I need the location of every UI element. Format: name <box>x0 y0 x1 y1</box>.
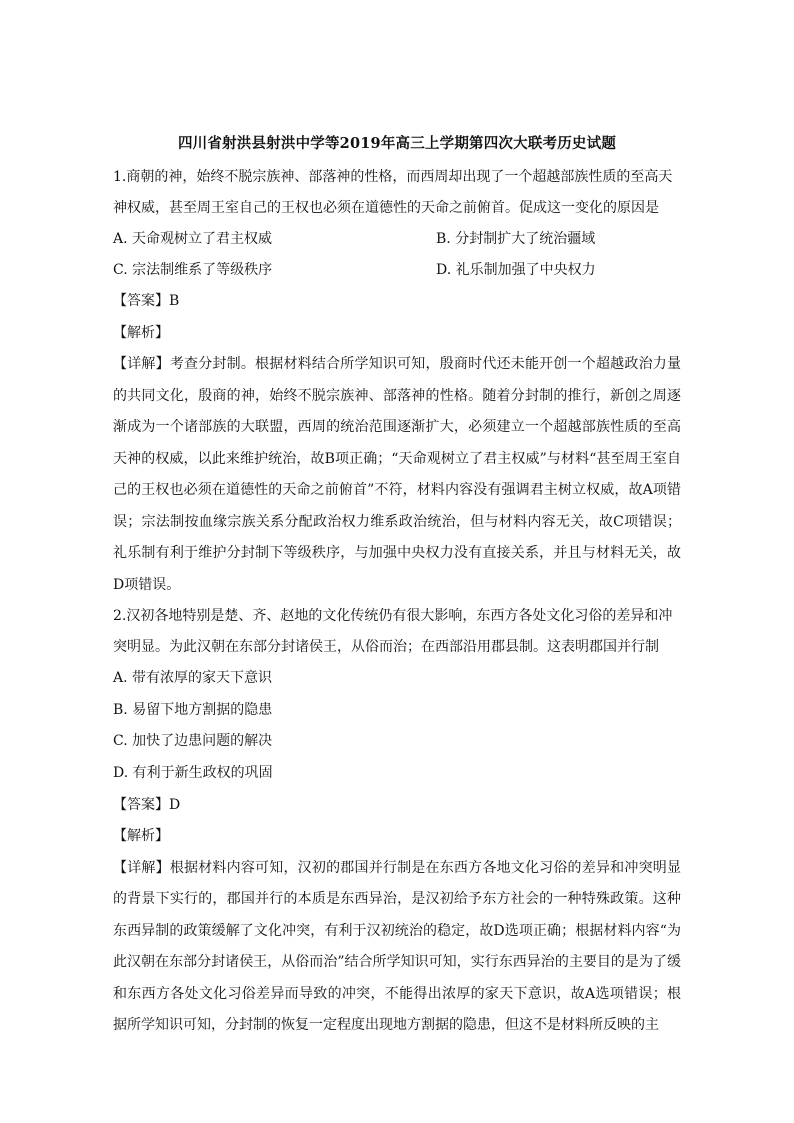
q2-stem-line-1: 2.汉初各地特别是楚、齐、赵地的文化传统仍有很大影响，东西方各处文化习俗的差异和冲 <box>113 608 673 625</box>
q2-answer: 【答案】D <box>113 796 181 813</box>
q2-option-c: C. 加快了边患问题的解决 <box>113 733 273 750</box>
q1-option-d: D. 礼乐制加强了中央权力 <box>436 262 596 278</box>
question-2 <box>113 601 681 1042</box>
q2-option-a: A. 带有浓厚的家天下意识 <box>113 670 273 687</box>
q2-option-b: B. 易留下地方割据的隐患 <box>113 701 273 718</box>
page-title: 四川省射洪县射洪中学等2019年高三上学期第四次大联考历史试题 <box>177 135 617 152</box>
q1-stem-line-2: 神权威，甚至周王室自己的王权也必须在道德性的天命之前俯首。促成这一变化的原因是 <box>113 200 659 216</box>
q1-option-a: A. 天命观树立了君主权威 <box>113 231 273 247</box>
document-page <box>113 132 681 1042</box>
q2-stem-line-2: 突明显。为此汉朝在东部分封诸侯王，从俗而治；在西部沿用郡县制。这表明郡国并行制 <box>113 639 659 656</box>
question-1 <box>113 162 681 601</box>
q1-detail: 【详解】考查分封制。根据材料结合所学知识可知，殷商时代还未能开创一个超越政治力量的共同文化，殷商的神，始终不脱宗族神、部落神的性格。随着分封制的推行，新创之周逐渐成为一个诸部族的大联盟，西周的统治范围逐渐扩大，必须建立一个超越部族性质的至高天神的权威，以此来维护统治，故B项正确；“天命观树立了君主权威”与材料“甚至周王室自己的王权也必须在道德性的天命之前俯首”不符，材料内容没有强调君主树立权威，故A项错误；宗法制按血缘宗族关系分配政治权力维系政治统治，但与材料内容无关，故C项错误；礼乐制有利于维护分封制下等级秩序，与加强中央权力没有直接关系，并且与材料无关，故D项错误。 <box>113 356 681 593</box>
q2-option-d: D. 有利于新生政权的巩固 <box>113 764 273 781</box>
q1-option-b: B. 分封制扩大了统治疆域 <box>436 231 596 247</box>
q1-options-row-1 <box>113 224 681 255</box>
q1-options-row-2 <box>113 255 681 286</box>
q1-option-c: C. 宗法制维系了等级秩序 <box>113 262 273 278</box>
q2-detail: 【详解】根据材料内容可知，汉初的郡国并行制是在东西方各地文化习俗的差异和冲突明显的背景下实行的，郡国并行的本质是东西异治，是汉初给予东方社会的一种特殊政策。这种东西异制的政策缓解了文化冲突，有利于汉初统治的稳定，故D选项正确；根据材料内容“为此汉朝在东部分封诸侯王，从俗而治”结合所学知识可知，实行东西异治的主要目的是为了缓和东西方各处文化习俗差异而导致的冲突，不能得出浓厚的家天下意识，故A选项错误；根据所学知识可知，分封制的恢复一定程度出现地方割据的隐患，但这不是材料所反映的主 <box>113 859 681 1034</box>
q1-analysis-label: 【解析】 <box>113 324 169 341</box>
q1-answer: 【答案】B <box>113 293 180 309</box>
q2-analysis-label: 【解析】 <box>113 828 169 845</box>
q1-stem-line-1: 1.商朝的神，始终不脱宗族神、部落神的性格，而西周却出现了一个超越部族性质的至高天 <box>113 169 673 185</box>
